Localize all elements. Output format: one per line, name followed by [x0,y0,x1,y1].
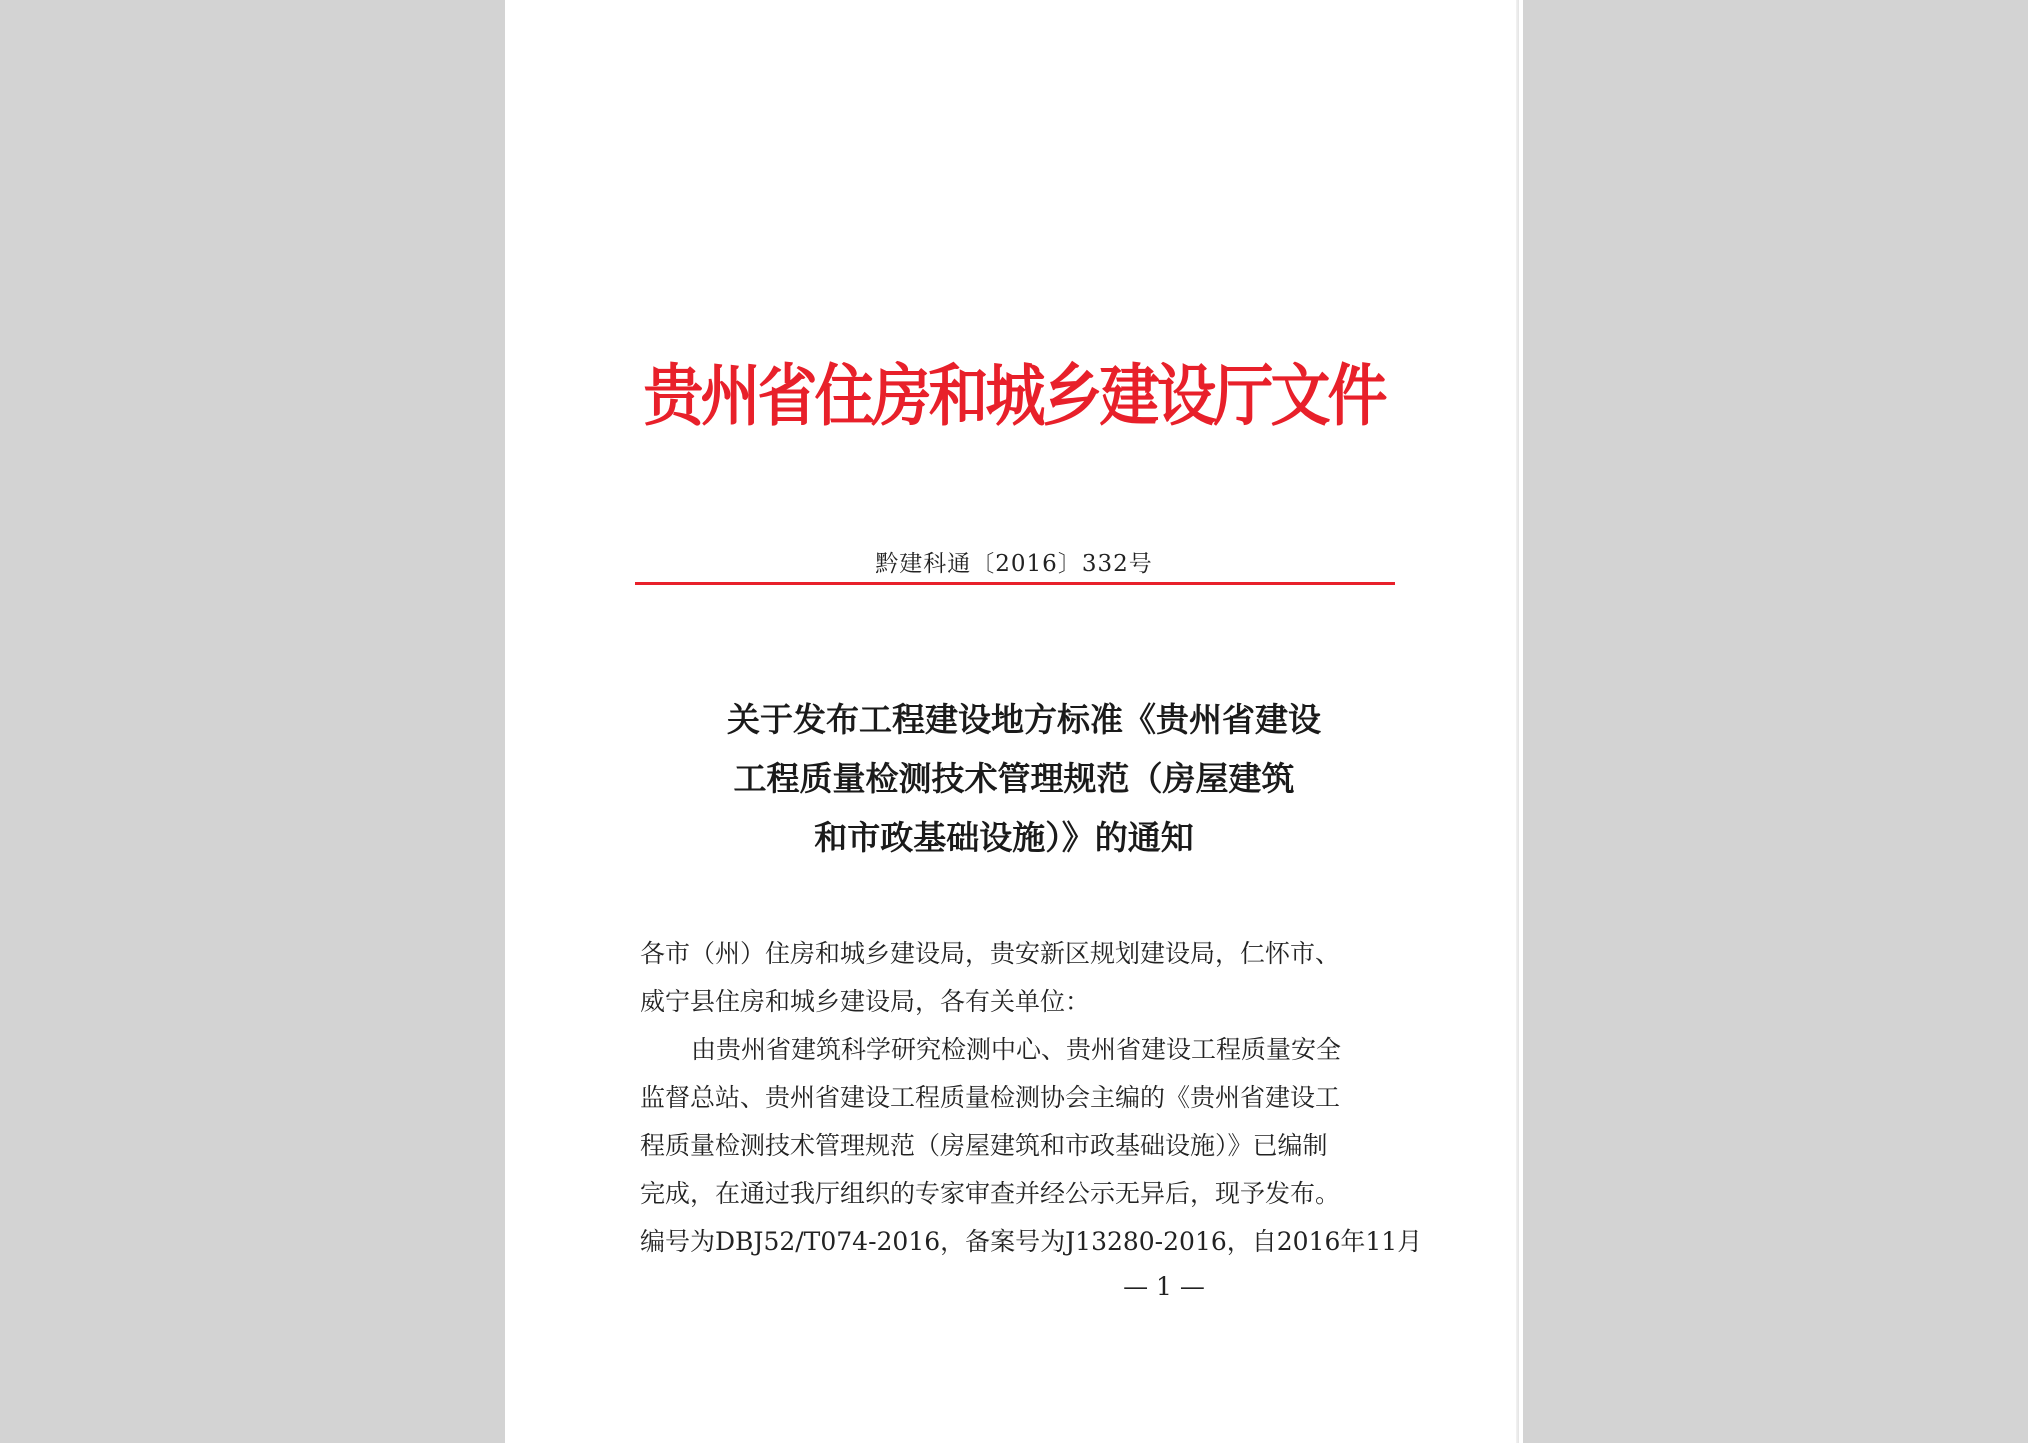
document-header-title: 贵州省住房和城乡建设厅文件 [643,357,1385,436]
document-number: 黔建科通〔2016〕332号 [875,551,1153,577]
body-line: 监督总站、贵州省建设工程质量检测协会主编的《贵州省建设工 [640,1083,1341,1112]
page-edge-divider [1516,0,1519,1443]
title-line: 工程质量检测技术管理规范（房屋建筑 [733,759,1295,798]
title-line: 关于发布工程建设地方标准《贵州省建设 [727,700,1321,739]
addressee-line: 威宁县住房和城乡建设局，各有关单位： [640,987,1091,1016]
body-line: 程质量检测技术管理规范（房屋建筑和市政基础设施）》已编制 [640,1131,1328,1160]
document-body [640,930,1423,1266]
page-number: — 1 — [1123,1272,1205,1301]
body-line: 由贵州省建筑科学研究检测中心、贵州省建设工程质量安全 [691,1035,1342,1064]
header-divider [635,582,1395,585]
body-line: 完成，在通过我厅组织的专家审查并经公示无异后，现予发布。 [640,1179,1341,1208]
document-page [505,0,1523,1443]
document-title [505,690,1523,867]
title-line: 和市政基础设施）》的通知 [814,818,1194,857]
addressee-line: 各市（州）住房和城乡建设局，贵安新区规划建设局，仁怀市、 [640,939,1341,968]
body-line: 编号为DBJ52/T074-2016，备案号为J13280-2016，自2016年11月 [640,1227,1423,1256]
